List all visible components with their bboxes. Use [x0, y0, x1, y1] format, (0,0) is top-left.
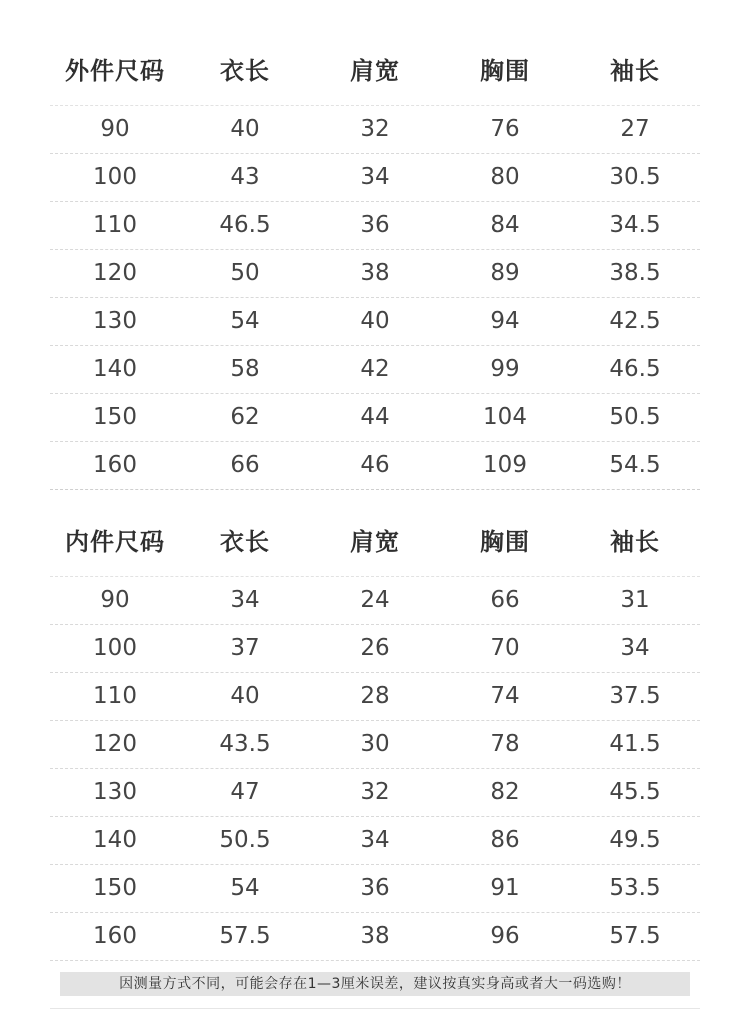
inner-header-length: 衣长 — [220, 527, 270, 556]
table-row — [50, 577, 700, 625]
table-row — [50, 250, 700, 298]
sleeve-cell: 34 — [620, 635, 650, 661]
sleeve-cell: 31 — [620, 587, 650, 613]
size-cell: 160 — [93, 452, 137, 478]
outer-header-size: 外件尺码 — [65, 56, 165, 85]
shoulder-cell: 36 — [360, 875, 390, 901]
length-cell: 57.5 — [219, 923, 271, 949]
chest-cell: 74 — [490, 683, 520, 709]
length-cell: 54 — [230, 875, 260, 901]
outer-header-sleeve: 袖长 — [610, 56, 660, 85]
sleeve-cell: 27 — [620, 116, 650, 142]
table-row — [50, 202, 700, 250]
table-row — [50, 298, 700, 346]
shoulder-cell: 32 — [360, 779, 390, 805]
shoulder-cell: 34 — [360, 827, 390, 853]
chest-cell: 86 — [490, 827, 520, 853]
size-cell: 140 — [93, 827, 137, 853]
sleeve-cell: 41.5 — [609, 731, 661, 757]
shoulder-cell: 44 — [360, 404, 390, 430]
chest-cell: 89 — [490, 260, 520, 286]
length-cell: 62 — [230, 404, 260, 430]
size-cell: 110 — [93, 212, 137, 238]
size-cell: 110 — [93, 683, 137, 709]
length-cell: 37 — [230, 635, 260, 661]
chest-cell: 80 — [490, 164, 520, 190]
chest-cell: 109 — [483, 452, 527, 478]
size-cell: 120 — [93, 260, 137, 286]
chest-cell: 78 — [490, 731, 520, 757]
length-cell: 46.5 — [219, 212, 271, 238]
shoulder-cell: 40 — [360, 308, 390, 334]
table-row — [50, 817, 700, 865]
inner-header-chest: 胸围 — [480, 527, 530, 556]
length-cell: 47 — [230, 779, 260, 805]
size-cell: 150 — [93, 875, 137, 901]
size-cell: 120 — [93, 731, 137, 757]
shoulder-cell: 26 — [360, 635, 390, 661]
length-cell: 43 — [230, 164, 260, 190]
sleeve-cell: 54.5 — [609, 452, 661, 478]
shoulder-cell: 38 — [360, 923, 390, 949]
sleeve-cell: 34.5 — [609, 212, 661, 238]
sleeve-cell: 46.5 — [609, 356, 661, 382]
size-cell: 130 — [93, 779, 137, 805]
chest-cell: 96 — [490, 923, 520, 949]
table-row — [50, 673, 700, 721]
length-cell: 50.5 — [219, 827, 271, 853]
sleeve-cell: 30.5 — [609, 164, 661, 190]
shoulder-cell: 38 — [360, 260, 390, 286]
size-cell: 140 — [93, 356, 137, 382]
length-cell: 58 — [230, 356, 260, 382]
shoulder-cell: 42 — [360, 356, 390, 382]
length-cell: 66 — [230, 452, 260, 478]
size-cell: 130 — [93, 308, 137, 334]
shoulder-cell: 28 — [360, 683, 390, 709]
inner-header-shoulder: 肩宽 — [350, 527, 400, 556]
sleeve-cell: 45.5 — [609, 779, 661, 805]
outer-table-header — [50, 36, 700, 106]
inner-size-table — [50, 507, 700, 961]
outer-size-table — [50, 36, 700, 490]
outer-header-chest: 胸围 — [480, 56, 530, 85]
chest-cell: 104 — [483, 404, 527, 430]
size-cell: 160 — [93, 923, 137, 949]
table-row — [50, 394, 700, 442]
table-row — [50, 154, 700, 202]
table-row — [50, 865, 700, 913]
shoulder-cell: 32 — [360, 116, 390, 142]
sleeve-cell: 57.5 — [609, 923, 661, 949]
length-cell: 40 — [230, 683, 260, 709]
shoulder-cell: 34 — [360, 164, 390, 190]
sleeve-cell: 50.5 — [609, 404, 661, 430]
sleeve-cell: 49.5 — [609, 827, 661, 853]
outer-header-shoulder: 肩宽 — [350, 56, 400, 85]
size-cell: 150 — [93, 404, 137, 430]
size-cell: 90 — [100, 587, 130, 613]
table-row — [50, 106, 700, 154]
chest-cell: 82 — [490, 779, 520, 805]
measurement-notice: 因测量方式不同，可能会存在1—3厘米误差，建议按真实身高或者大一码选购！ — [60, 972, 690, 996]
length-cell: 54 — [230, 308, 260, 334]
inner-table-header — [50, 507, 700, 577]
shoulder-cell: 30 — [360, 731, 390, 757]
sleeve-cell: 38.5 — [609, 260, 661, 286]
table-row — [50, 769, 700, 817]
length-cell: 34 — [230, 587, 260, 613]
inner-header-sleeve: 袖长 — [610, 527, 660, 556]
table-row — [50, 625, 700, 673]
size-cell: 100 — [93, 635, 137, 661]
length-cell: 40 — [230, 116, 260, 142]
inner-header-size: 内件尺码 — [65, 527, 165, 556]
chest-cell: 84 — [490, 212, 520, 238]
sleeve-cell: 53.5 — [609, 875, 661, 901]
chest-cell: 91 — [490, 875, 520, 901]
sleeve-cell: 42.5 — [609, 308, 661, 334]
bottom-divider — [50, 1008, 700, 1009]
chest-cell: 70 — [490, 635, 520, 661]
shoulder-cell: 36 — [360, 212, 390, 238]
shoulder-cell: 46 — [360, 452, 390, 478]
table-row — [50, 442, 700, 490]
shoulder-cell: 24 — [360, 587, 390, 613]
chest-cell: 66 — [490, 587, 520, 613]
chest-cell: 99 — [490, 356, 520, 382]
length-cell: 43.5 — [219, 731, 271, 757]
outer-header-length: 衣长 — [220, 56, 270, 85]
table-row — [50, 913, 700, 961]
table-row — [50, 721, 700, 769]
size-cell: 100 — [93, 164, 137, 190]
sleeve-cell: 37.5 — [609, 683, 661, 709]
chest-cell: 76 — [490, 116, 520, 142]
table-row — [50, 346, 700, 394]
chest-cell: 94 — [490, 308, 520, 334]
length-cell: 50 — [230, 260, 260, 286]
size-cell: 90 — [100, 116, 130, 142]
